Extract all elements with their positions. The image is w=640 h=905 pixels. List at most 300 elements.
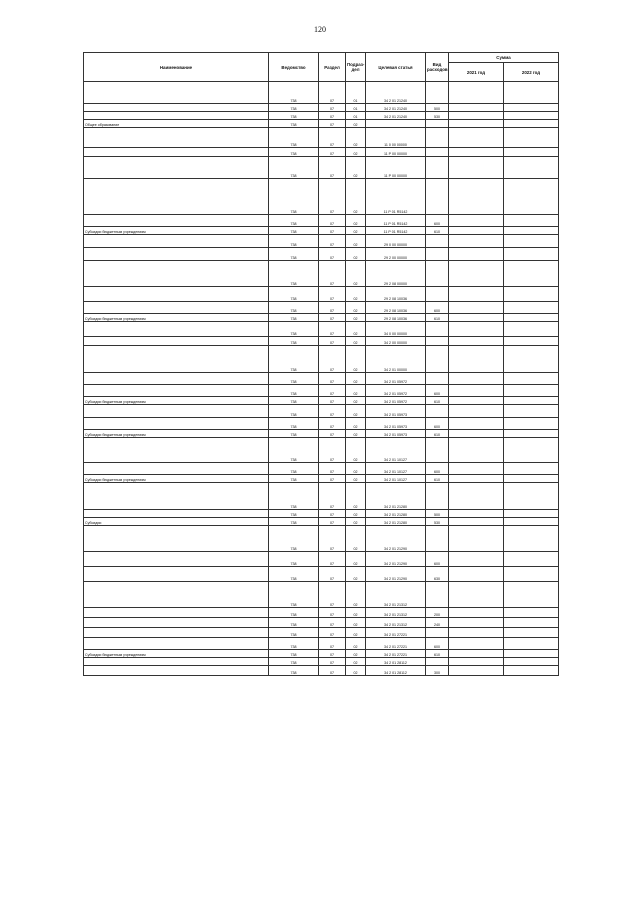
cell-target: 29 0 00 00000 [366,235,426,248]
cell-y2021 [449,475,504,483]
cell-ministry: 738 [269,235,319,248]
cell-y2022 [504,179,559,215]
table-row [84,658,559,666]
cell-subsection: 01 [346,104,366,112]
cell-ministry: 738 [269,658,319,666]
table-row [84,227,559,235]
cell-type: 630 [426,567,449,582]
cell-subsection: 02 [346,373,366,385]
cell-y2022 [504,430,559,438]
cell-section: 07 [319,658,346,666]
cell-subsection: 02 [346,510,366,518]
cell-target: 34 2 01 05973 [366,430,426,438]
cell-y2022 [504,567,559,582]
cell-name [84,463,269,475]
cell-name [84,628,269,638]
cell-ministry: 738 [269,248,319,261]
cell-name [84,82,269,104]
cell-ministry: 738 [269,650,319,658]
cell-ministry: 738 [269,385,319,397]
table-row [84,373,559,385]
cell-subsection: 02 [346,658,366,666]
cell-type [426,248,449,261]
cell-y2021 [449,430,504,438]
table-row [84,510,559,518]
table-row [84,650,559,658]
cell-name: Субсидии бюджетным учреждениям [84,475,269,483]
cell-name: Субсидии бюджетным учреждениям [84,397,269,405]
cell-target: 34 2 01 05972 [366,397,426,405]
cell-y2022 [504,157,559,179]
table-row [84,526,559,552]
cell-name [84,483,269,510]
cell-ministry: 738 [269,112,319,120]
cell-section: 07 [319,373,346,385]
cell-ministry: 738 [269,463,319,475]
table-row [84,314,559,322]
cell-section: 07 [319,582,346,608]
cell-type: 610 [426,650,449,658]
cell-section: 07 [319,157,346,179]
cell-type: 600 [426,552,449,567]
cell-y2021 [449,287,504,302]
cell-subsection: 02 [346,337,366,346]
cell-y2022 [504,475,559,483]
cell-ministry: 738 [269,337,319,346]
cell-y2022 [504,650,559,658]
table-row [84,157,559,179]
header-year-2022: 2022 год [504,63,559,82]
cell-y2021 [449,405,504,418]
cell-target: 34 2 01 05973 [366,418,426,430]
cell-target: 11 Р 01 R5142 [366,179,426,215]
cell-subsection: 02 [346,483,366,510]
cell-name [84,608,269,618]
cell-section: 07 [319,248,346,261]
cell-ministry: 738 [269,526,319,552]
table-row [84,552,559,567]
header-name: Наименование [84,53,269,82]
cell-section: 07 [319,430,346,438]
cell-name [84,438,269,463]
cell-ministry: 738 [269,608,319,618]
cell-section: 07 [319,337,346,346]
cell-section: 07 [319,148,346,157]
cell-subsection: 02 [346,261,366,287]
cell-section: 07 [319,385,346,397]
cell-ministry: 738 [269,638,319,650]
cell-type: 200 [426,608,449,618]
cell-subsection: 02 [346,552,366,567]
cell-subsection: 01 [346,82,366,104]
cell-y2022 [504,128,559,148]
cell-section: 07 [319,314,346,322]
cell-name: Субсидии [84,518,269,526]
cell-type [426,438,449,463]
cell-name [84,567,269,582]
table-row [84,518,559,526]
cell-y2022 [504,628,559,638]
cell-type [426,628,449,638]
cell-ministry: 738 [269,518,319,526]
cell-type: 610 [426,314,449,322]
cell-ministry: 738 [269,227,319,235]
table-row [84,120,559,128]
cell-ministry: 738 [269,582,319,608]
table-row [84,235,559,248]
cell-y2021 [449,385,504,397]
cell-type: 610 [426,430,449,438]
cell-section: 07 [319,235,346,248]
cell-y2022 [504,638,559,650]
cell-name [84,104,269,112]
cell-ministry: 738 [269,430,319,438]
cell-type: 300 [426,666,449,676]
cell-subsection: 02 [346,475,366,483]
cell-section: 07 [319,346,346,373]
cell-name [84,405,269,418]
cell-name: Субсидии бюджетным учреждениям [84,650,269,658]
table-row [84,128,559,148]
cell-ministry: 738 [269,628,319,638]
cell-y2021 [449,526,504,552]
cell-target: 34 2 01 27221 [366,628,426,638]
cell-name [84,179,269,215]
cell-type [426,373,449,385]
cell-type [426,261,449,287]
cell-name [84,157,269,179]
table-row [84,302,559,314]
cell-y2022 [504,215,559,227]
cell-type: 530 [426,112,449,120]
cell-y2021 [449,322,504,337]
cell-target: 34 2 01 21312 [366,582,426,608]
cell-ministry: 738 [269,475,319,483]
cell-y2021 [449,337,504,346]
cell-name [84,215,269,227]
cell-y2021 [449,261,504,287]
cell-target: 34 2 01 10127 [366,475,426,483]
cell-section: 07 [319,518,346,526]
cell-y2022 [504,82,559,104]
cell-subsection: 02 [346,179,366,215]
table-row [84,397,559,405]
cell-target: 29 2 08 10036 [366,302,426,314]
cell-section: 07 [319,483,346,510]
cell-y2021 [449,483,504,510]
cell-section: 07 [319,552,346,567]
cell-ministry: 738 [269,157,319,179]
cell-y2021 [449,582,504,608]
table-row [84,179,559,215]
cell-section: 07 [319,322,346,337]
cell-y2022 [504,148,559,157]
cell-section: 07 [319,104,346,112]
cell-type: 600 [426,385,449,397]
cell-section: 07 [319,463,346,475]
cell-y2021 [449,628,504,638]
cell-y2021 [449,373,504,385]
cell-ministry: 738 [269,148,319,157]
cell-y2021 [449,82,504,104]
cell-type [426,405,449,418]
cell-y2022 [504,346,559,373]
cell-subsection: 02 [346,346,366,373]
cell-target: 34 2 01 21290 [366,526,426,552]
cell-section: 07 [319,618,346,628]
cell-target: 34 2 01 21240 [366,112,426,120]
cell-y2021 [449,128,504,148]
cell-target: 34 2 01 21280 [366,510,426,518]
cell-section: 07 [319,438,346,463]
cell-name [84,112,269,120]
cell-target: 34 2 01 27221 [366,650,426,658]
cell-subsection: 02 [346,463,366,475]
cell-ministry: 738 [269,120,319,128]
cell-type: 610 [426,475,449,483]
cell-type [426,346,449,373]
table-row [84,582,559,608]
cell-subsection: 02 [346,397,366,405]
cell-target [366,120,426,128]
cell-y2021 [449,552,504,567]
cell-subsection: 02 [346,608,366,618]
cell-y2021 [449,120,504,128]
cell-type [426,287,449,302]
cell-type [426,483,449,510]
cell-name: Субсидии бюджетным учреждениям [84,314,269,322]
cell-section: 07 [319,405,346,418]
cell-y2021 [449,608,504,618]
cell-name [84,302,269,314]
cell-ministry: 738 [269,179,319,215]
cell-name [84,418,269,430]
cell-ministry: 738 [269,666,319,676]
cell-section: 07 [319,650,346,658]
cell-subsection: 02 [346,418,366,430]
table-row [84,248,559,261]
cell-target: 34 2 01 05972 [366,385,426,397]
table-row [84,405,559,418]
table-row [84,82,559,104]
cell-name [84,526,269,552]
cell-target: 34 2 01 27221 [366,638,426,650]
cell-type [426,658,449,666]
cell-target: 34 2 01 21240 [366,82,426,104]
table-row [84,638,559,650]
cell-type [426,82,449,104]
cell-ministry: 738 [269,567,319,582]
cell-name [84,322,269,337]
cell-name [84,658,269,666]
cell-y2022 [504,438,559,463]
cell-y2021 [449,248,504,261]
cell-name: Субсидии бюджетным учреждениям [84,227,269,235]
cell-subsection: 02 [346,405,366,418]
cell-y2021 [449,179,504,215]
cell-type: 610 [426,397,449,405]
cell-y2022 [504,397,559,405]
cell-subsection: 02 [346,438,366,463]
table-row [84,418,559,430]
cell-section: 07 [319,128,346,148]
cell-name [84,666,269,676]
cell-section: 07 [319,120,346,128]
cell-y2022 [504,261,559,287]
cell-y2022 [504,235,559,248]
cell-target: 29 2 08 10036 [366,314,426,322]
cell-target: 11 Р 01 R5142 [366,227,426,235]
header-expense-type: Вид расходов [426,53,449,82]
cell-subsection: 02 [346,322,366,337]
cell-target: 34 0 00 00000 [366,322,426,337]
cell-type [426,235,449,248]
cell-name [84,582,269,608]
cell-ministry: 738 [269,438,319,463]
cell-section: 07 [319,82,346,104]
cell-y2021 [449,215,504,227]
cell-type [426,128,449,148]
cell-y2022 [504,418,559,430]
cell-y2022 [504,552,559,567]
cell-target: 34 2 01 21312 [366,608,426,618]
cell-subsection: 02 [346,385,366,397]
cell-type: 500 [426,510,449,518]
cell-ministry: 738 [269,405,319,418]
table-row [84,215,559,227]
table-row [84,628,559,638]
cell-section: 07 [319,608,346,618]
cell-y2022 [504,112,559,120]
cell-y2021 [449,314,504,322]
cell-subsection: 02 [346,248,366,261]
table-row [84,608,559,618]
header-target: Целевая статья [366,53,426,82]
cell-ministry: 738 [269,261,319,287]
cell-y2022 [504,104,559,112]
cell-subsection: 02 [346,128,366,148]
cell-section: 07 [319,302,346,314]
table-header [84,53,559,82]
cell-y2022 [504,322,559,337]
cell-target: 29 2 08 00000 [366,261,426,287]
cell-name [84,287,269,302]
cell-target: 34 2 01 21290 [366,552,426,567]
table-row [84,112,559,120]
table-row [84,337,559,346]
cell-subsection: 02 [346,227,366,235]
cell-y2022 [504,337,559,346]
table-row [84,104,559,112]
cell-subsection: 02 [346,526,366,552]
table-row [84,346,559,373]
cell-target: 34 2 01 21280 [366,518,426,526]
cell-target: 11 Р 00 00000 [366,157,426,179]
cell-type [426,337,449,346]
cell-type [426,157,449,179]
table-row [84,322,559,337]
cell-section: 07 [319,179,346,215]
cell-target: 11 0 00 00000 [366,128,426,148]
cell-target: 34 2 01 05972 [366,373,426,385]
cell-subsection: 02 [346,302,366,314]
cell-y2021 [449,658,504,666]
cell-name: Общее образование [84,120,269,128]
cell-y2022 [504,373,559,385]
cell-name [84,346,269,373]
table-row [84,438,559,463]
cell-y2021 [449,148,504,157]
cell-section: 07 [319,475,346,483]
cell-type: 600 [426,418,449,430]
cell-name: Субсидии бюджетным учреждениям [84,430,269,438]
cell-ministry: 738 [269,510,319,518]
cell-y2021 [449,666,504,676]
cell-type: 600 [426,638,449,650]
cell-target: 29 2 00 00000 [366,248,426,261]
cell-subsection: 02 [346,618,366,628]
cell-type [426,526,449,552]
cell-target: 34 2 01 10127 [366,463,426,475]
cell-type [426,120,449,128]
cell-name [84,373,269,385]
cell-type: 600 [426,215,449,227]
cell-y2022 [504,248,559,261]
cell-target: 29 2 08 10036 [366,287,426,302]
cell-target: 11 Р 01 R5142 [366,215,426,227]
cell-type: 610 [426,227,449,235]
table-row [84,618,559,628]
cell-ministry: 738 [269,302,319,314]
cell-name [84,552,269,567]
cell-target: 34 2 01 28112 [366,666,426,676]
cell-ministry: 738 [269,287,319,302]
cell-type: 240 [426,618,449,628]
cell-y2022 [504,120,559,128]
cell-y2022 [504,666,559,676]
cell-ministry: 738 [269,397,319,405]
cell-y2021 [449,510,504,518]
cell-y2022 [504,405,559,418]
cell-y2021 [449,157,504,179]
cell-subsection: 02 [346,314,366,322]
cell-ministry: 738 [269,314,319,322]
cell-target: 34 2 01 10127 [366,438,426,463]
cell-name [84,235,269,248]
cell-y2022 [504,287,559,302]
cell-type [426,148,449,157]
cell-type: 530 [426,518,449,526]
cell-name [84,337,269,346]
table-row [84,567,559,582]
cell-subsection: 02 [346,567,366,582]
header-year-2021: 2021 год [449,63,504,82]
cell-ministry: 738 [269,322,319,337]
cell-name [84,510,269,518]
cell-section: 07 [319,215,346,227]
cell-y2021 [449,567,504,582]
page-number: 120 [314,25,326,34]
cell-y2021 [449,438,504,463]
cell-subsection: 02 [346,148,366,157]
cell-name [84,618,269,628]
cell-type: 500 [426,104,449,112]
cell-section: 07 [319,397,346,405]
cell-subsection: 02 [346,430,366,438]
cell-ministry: 738 [269,215,319,227]
cell-ministry: 738 [269,346,319,373]
cell-ministry: 738 [269,618,319,628]
